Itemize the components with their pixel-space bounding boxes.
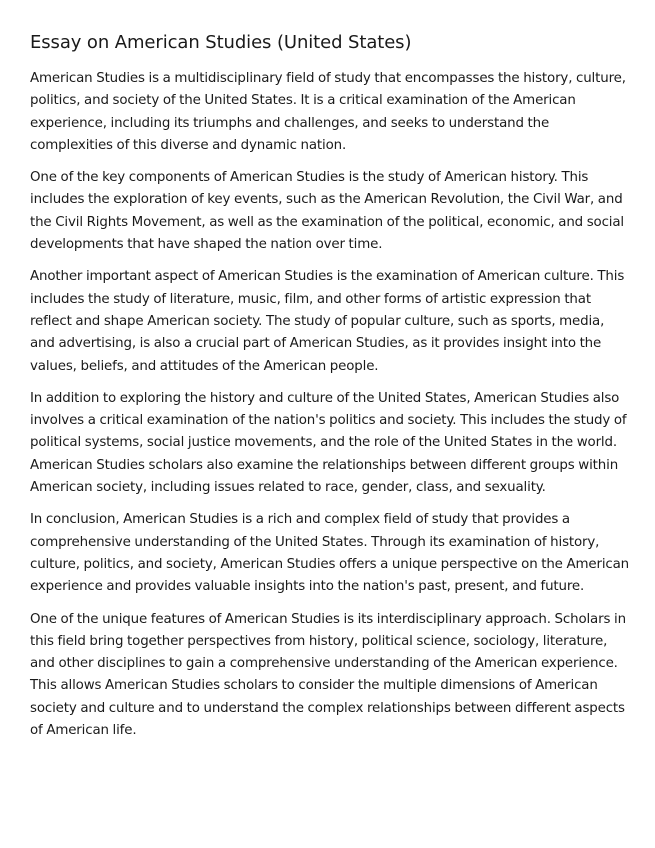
paragraph-5: In conclusion, American Studies is a rich and complex field of study that provides a comprehensive understanding of the United States. Through its examination of history, culture, politics, and society, American Studies offers a unique perspective on the American experience and provides valuable insights into the nation's past, present, and future. (30, 512, 629, 595)
document-title: Essay on American Studies (United States) (30, 32, 412, 53)
paragraph-4: In addition to exploring the history and culture of the United States, American Studies also involves a critical examination of the nation's politics and society. This includes the study of political systems, social justice movements, and the role of the United States in the world. American Studies scholars also examine the relationships between different groups within American society, including issues related to race, gender, class, and sexuality. (30, 390, 627, 496)
paragraph-2: One of the key components of American Studies is the study of American history. This includes the exploration of key events, such as the American Revolution, the Civil War, and the Civil Rights Movement, as well as the examination of the political, economic, and social developments that have shaped the nation over time. (30, 170, 624, 253)
document-page (30, 30, 630, 752)
paragraph-6: One of the unique features of American Studies is its interdisciplinary approach. Scholars in this field bring together perspectives from history, political science, sociology, literature, and other disciplines to gain a comprehensive understanding of the American experience. This allows American Studies scholars to consider the multiple dimensions of American society and culture and to understand the complex relationships between different aspects of American life. (30, 611, 626, 739)
paragraph-3: Another important aspect of American Studies is the examination of American culture. This includes the study of literature, music, film, and other forms of artistic expression that reflect and shape American society. The study of popular culture, such as sports, media, and advertising, is also a crucial part of American Studies, as it provides insight into the values, beliefs, and attitudes of the American people. (30, 269, 625, 374)
paragraph-1: American Studies is a multidisciplinary field of study that encompasses the history, culture, politics, and society of the United States. It is a critical examination of the American experience, including its triumphs and challenges, and seeks to understand the complexities of this diverse and dynamic nation. (30, 71, 626, 153)
